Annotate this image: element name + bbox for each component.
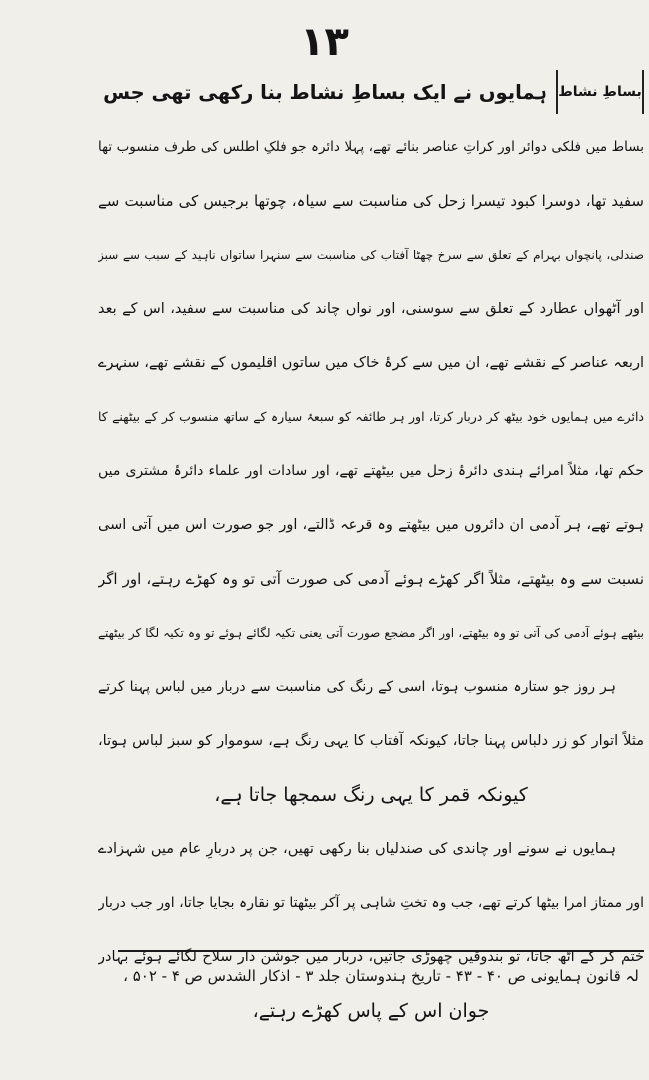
section-title: ہمایوں نے ایک بساطِ نشاط بنا رکھی تھی جس	[103, 81, 547, 104]
text-line: ہر روز جو ستارہ منسوب ہوتا، اسی کے رنگ کی مناسبت سے دربار میں لباس پہنا کرتے	[98, 679, 616, 695]
text-line: بیٹھے ہوئے آدمی کی آتی تو وہ بیٹھتے، اور اگر مضجع صورت آتی یعنی تکیہ لگائے ہوئے تو وہ تکیہ لگا کر بیٹھتے	[98, 626, 644, 640]
text-line: جوان اس کے پاس کھڑے رہتے،	[252, 1000, 490, 1022]
page-number: ١٣	[300, 19, 349, 65]
text-line: کیونکہ قمر کا یہی رنگ سمجھا جاتا ہے،	[214, 784, 528, 806]
body-text	[98, 120, 644, 1038]
text-line: اربعہ عناصر کے نقشے تھے، ان میں سے کرۂ خاک میں ساتوں اقلیموں کے نقشے تھے، سنہرے	[98, 355, 644, 371]
text-line: ہوتے تھے، ہر آدمی ان دائروں میں بیٹھتے وہ قرعہ ڈالتے، اور جو صورت اس میں آتی اسی	[98, 517, 644, 533]
text-line: سفید تھا، دوسرا کبود تیسرا زحل کی مناسبت سے سیاہ، چوتھا برجیس کی مناسبت سے	[98, 192, 644, 210]
text-line: بساط میں فلکی دوائر اور کراتِ عناصر بنائے تھے، پہلا دائرہ جو فلکِ اطلس کی طرف منسوب تھا	[98, 139, 644, 155]
text-line: صندلی، پانچواں بہرام کے تعلق سے سرخ چھٹا آفتاب کی مناسبت سے سنہرا ساتواں ناہید کے سبب سے سبز	[98, 248, 644, 262]
text-line: اور آٹھواں عطارد کے تعلق سے سوسنی، اور نواں چاند کی مناسبت سے سفید، اس کے بعد	[98, 301, 644, 317]
text-line: ختم کر کے اٹھ جاتا، تو بندوقیں چھوڑی جاتیں، دربار میں جوشن دار سلاح لگائے ہوئے بہادر	[98, 949, 644, 965]
footnote-divider	[118, 950, 644, 952]
margin-note: بساطِ نشاط	[556, 70, 644, 114]
text-line: حکم تھا، مثلاً امرائے ہندی دائرۂ زحل میں بیٹھتے تھے، اور سادات اور علماء دائرۂ مشتری میں	[98, 463, 644, 479]
text-line: اور ممتاز امرا بیٹھا کرتے تھے، جب وہ تختِ شاہی پر آکر بیٹھتا تو نقارہ بجایا جاتا، اور جب دربار	[98, 895, 644, 911]
text-line: مثلاً اتوار کو زر دلباس پہنا جاتا، کیونکہ آفتاب کا یہی رنگ ہے، سوموار کو سبز لباس ہوتا،	[98, 733, 644, 749]
text-line: دائرے میں ہمایوں خود بیٹھ کر دربار کرتا، اور ہر طائفہ کو سبعۂ سیارہ کے ساتھ منسوب کر کے بیٹھنے کا	[98, 409, 644, 424]
heading-row	[102, 66, 644, 120]
footnote: لہ قانون ہمایونی ص ۴۰ - ۴۳ - تاریخ ہندوستان جلد ۳ - اذکار الشدس ص ۴ - ۵۰۲ ،	[123, 967, 639, 985]
text-line: ہمایوں نے سونے اور چاندی کی صندلیاں بنا رکھی تھیں، جن پر دربارِ عام میں شہزادے	[98, 841, 616, 857]
text-line: نسبت سے وہ بیٹھتے، مثلاً اگر کھڑے ہوئے آدمی کی صورت آتی تو وہ کھڑے رہتے، اور اگر	[98, 570, 644, 588]
